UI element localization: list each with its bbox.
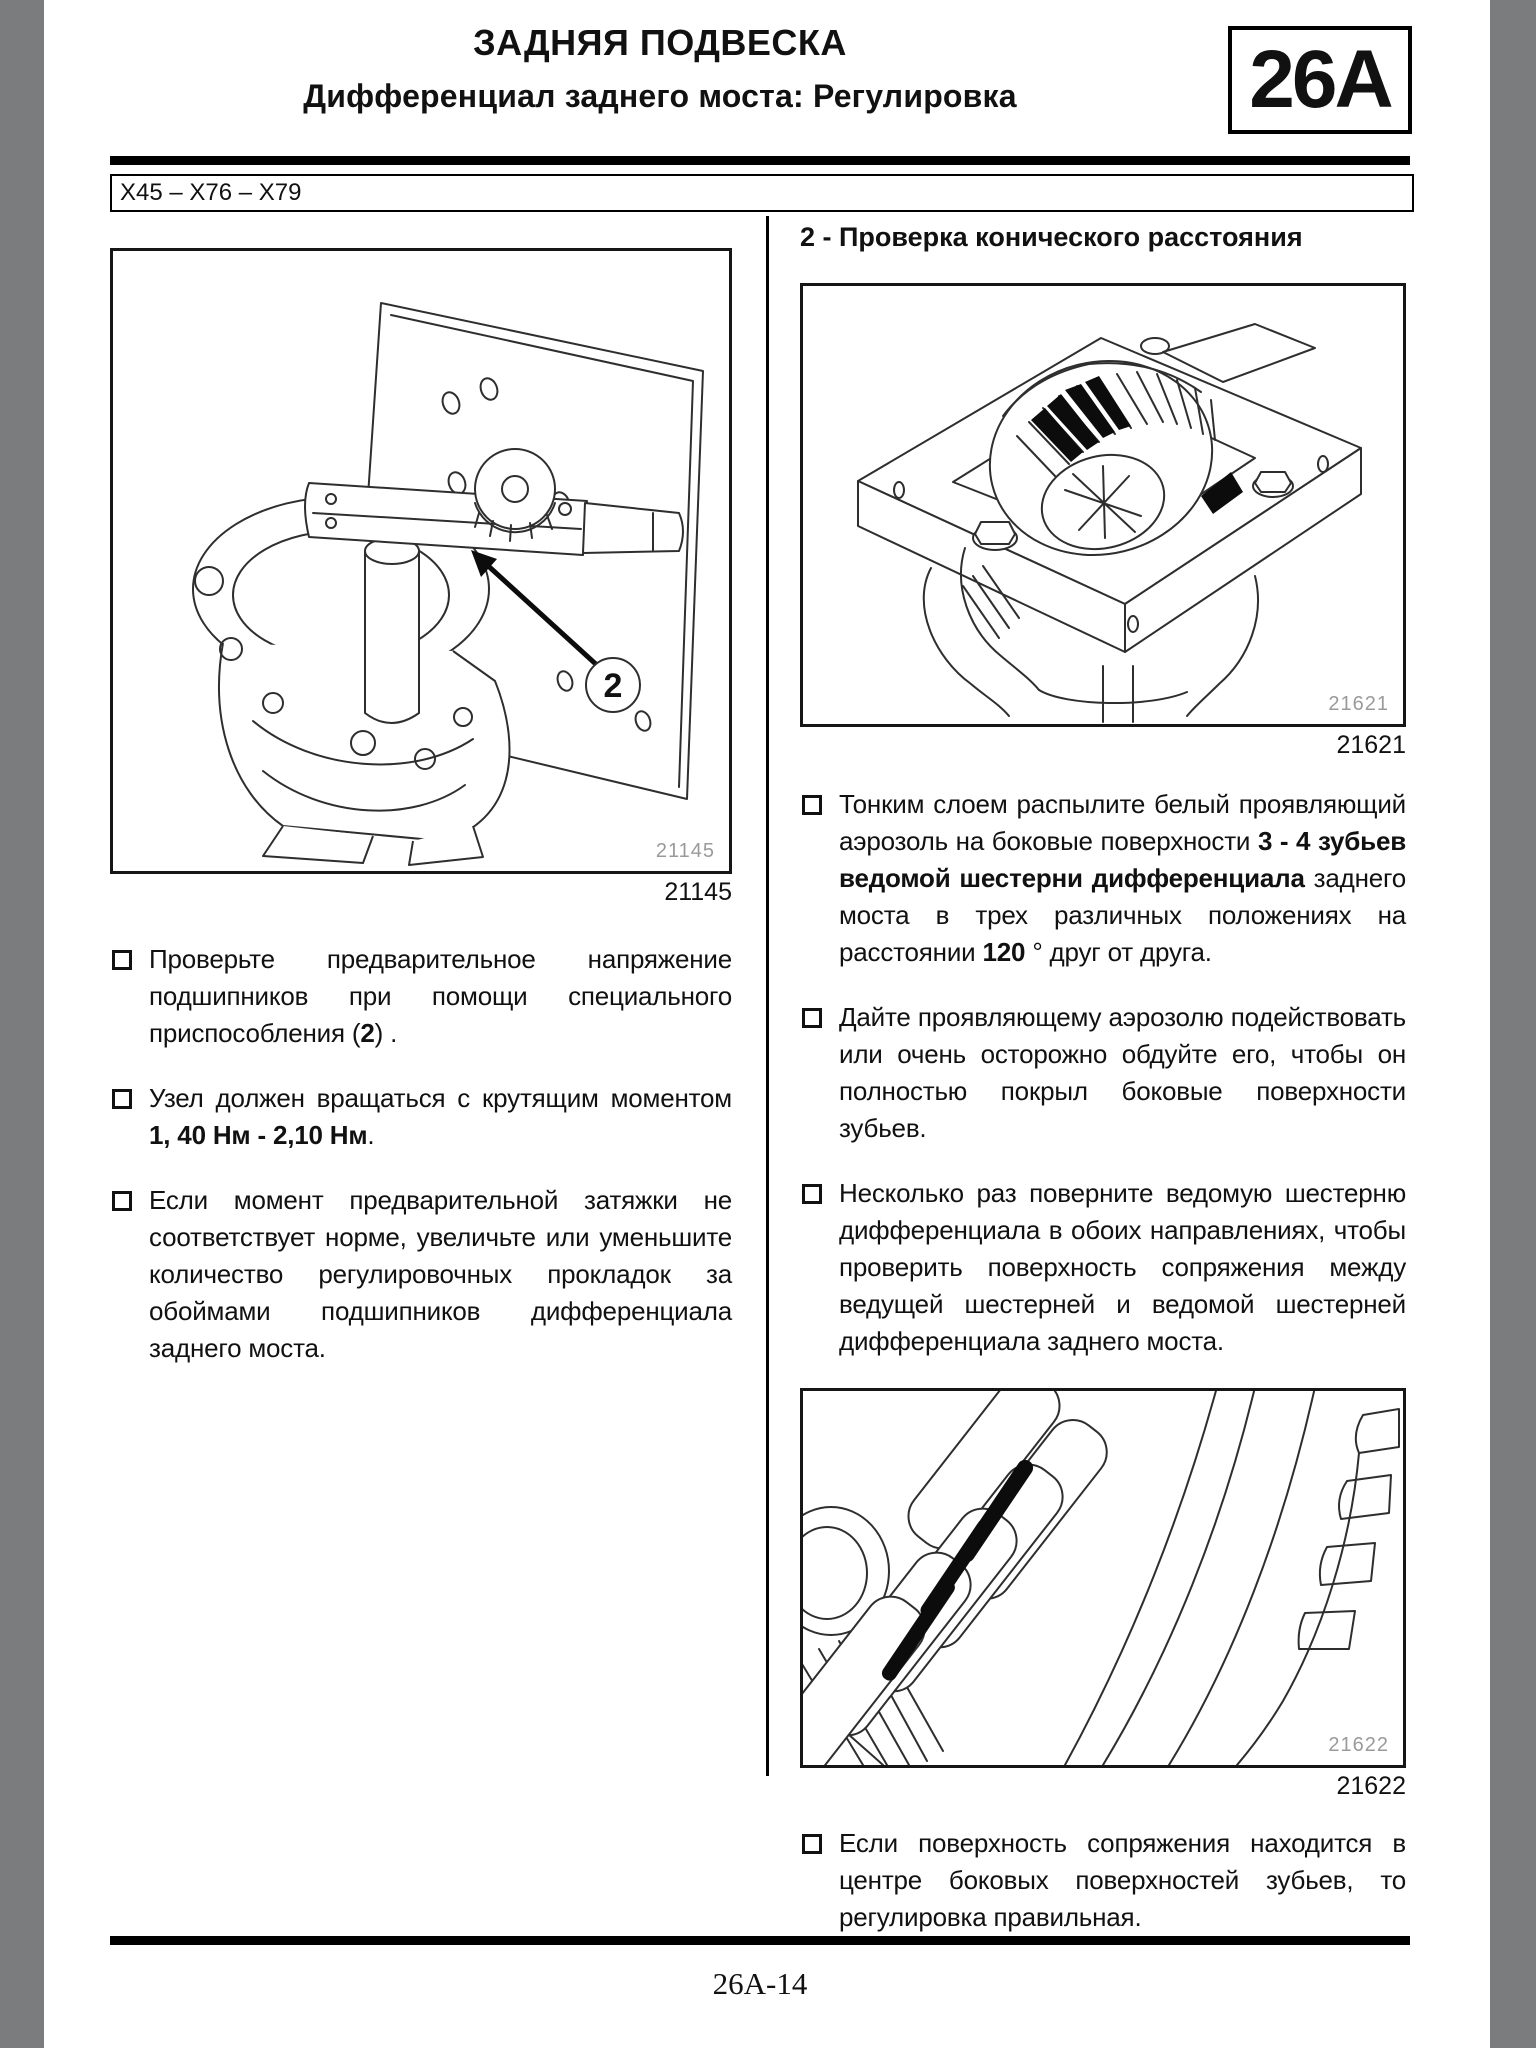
figure-inner-label: 21622	[1328, 1734, 1389, 1756]
figure-caption: 21622	[1336, 1772, 1406, 1800]
square-bullet-icon	[112, 1191, 132, 1211]
bullet-text: Проверьте предварительное напряжение подшипников при помощи специального приспособления (2) .	[149, 944, 732, 1048]
section-code-box	[1228, 26, 1412, 134]
bullet-text: Дайте проявляющему аэрозолю подействовать или очень осторожно обдуйте его, чтобы он полностью покрыл боковые поверхности зубьев.	[839, 1002, 1406, 1143]
figure-21621	[800, 283, 1406, 727]
torque-wrench	[305, 449, 683, 555]
section-heading: 2 - Проверка конического расстояния	[800, 222, 1303, 252]
bullet-item	[110, 1080, 732, 1154]
page-number: 26A-14	[712, 1966, 808, 2001]
left-bullet-list	[110, 941, 732, 1367]
page-subtitle: Дифференциал заднего моста: Регулировка	[303, 78, 1017, 114]
figure-inner-label: 21621	[1328, 693, 1389, 715]
model-codes: X45 – X76 – X79	[120, 179, 302, 206]
right-bullet-list-after	[800, 1825, 1406, 1936]
crown-teeth-closeup	[803, 1391, 1117, 1765]
header-rule	[110, 156, 1410, 165]
bullet-text: Узел должен вращаться с крутящим моментом 1, 40 Нм - 2,10 Нм.	[149, 1083, 732, 1150]
figure-21145-drawing	[113, 251, 729, 871]
callout-arrow	[471, 550, 599, 667]
bullet-item	[110, 1182, 732, 1367]
callout-2-badge	[586, 658, 640, 712]
callout-2-label: 2	[603, 667, 623, 705]
left-column	[110, 216, 732, 1395]
spindle-cylinder	[365, 538, 419, 723]
bullet-text: Если поверхность сопряжения находится в центре боковых поверхностей зубьев, то регулировка правильная.	[839, 1828, 1406, 1932]
square-bullet-icon	[802, 1008, 822, 1028]
figure-21622	[800, 1388, 1406, 1768]
document-page	[44, 0, 1490, 2048]
bullet-text: Несколько раз поверните ведомую шестерню дифференциала в обоих направлениях, чтобы проверить поверхность сопряжения между ведущей шестерней и ведомой шестерней дифференциала заднего моста.	[839, 1178, 1406, 1356]
right-column	[800, 216, 1406, 1964]
bullet-text: Если момент предварительной затяжки не соответствует норме, увеличьте или уменьшите количество регулировочных прокладок за обоймами подшипников дифференциала заднего моста.	[149, 1185, 732, 1363]
gear-rim	[1065, 1391, 1399, 1765]
figure-inner-label: 21145	[655, 840, 715, 862]
page-title: ЗАДНЯЯ ПОДВЕСКА	[473, 22, 847, 63]
square-bullet-icon	[112, 950, 132, 970]
section-code: 26A	[1249, 34, 1391, 125]
figure-21145	[110, 248, 732, 874]
bullet-item	[110, 941, 732, 1052]
figure-21621-drawing	[803, 286, 1403, 724]
figure-21622-drawing	[803, 1391, 1403, 1765]
square-bullet-icon	[112, 1089, 132, 1109]
model-codes-bar	[110, 174, 1414, 212]
figure-caption: 21621	[1336, 731, 1406, 759]
footer-rule	[110, 1936, 1410, 1945]
square-bullet-icon	[802, 1834, 822, 1854]
bullet-item	[800, 999, 1406, 1147]
bullet-item	[800, 786, 1406, 971]
bullet-item	[800, 1175, 1406, 1360]
square-bullet-icon	[802, 1184, 822, 1204]
bullet-text: Тонким слоем распылите белый проявляющий аэрозоль на боковые поверхности 3 - 4 зубьев ведомой шестерни дифференциала заднего моста в трех различных положениях на расстоянии 120 ° друг от друга.	[839, 789, 1406, 967]
header	[110, 22, 1210, 115]
right-bullet-list	[800, 786, 1406, 1360]
differential-housing	[193, 497, 510, 865]
column-divider	[766, 216, 769, 1776]
figure-caption: 21145	[664, 878, 732, 906]
bullet-item	[800, 1825, 1406, 1936]
square-bullet-icon	[802, 795, 822, 815]
